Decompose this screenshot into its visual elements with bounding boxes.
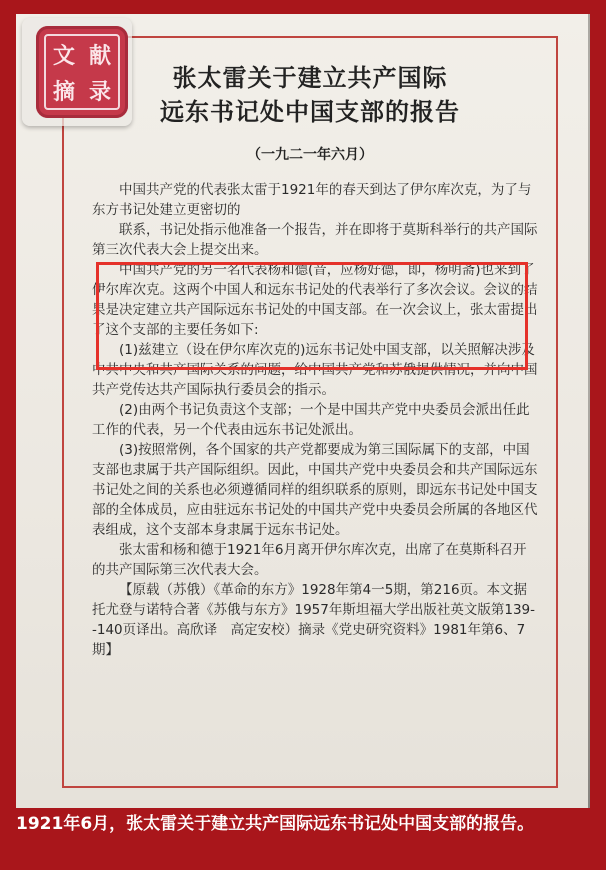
document-title-line-1: 张太雷关于建立共产国际 [172,63,448,92]
highlight-box [96,262,528,370]
paragraph-task-2: (2)由两个书记负责这个支部；一个是中国共产党中央委员会派出任此工作的代表，另一个代表由远东书记处派出。 [92,402,530,438]
paragraph-source: 【原载（苏俄）《革命的东方》1928年第4一5期，第216页。本文据托尤登与诺特合著《苏俄与东方》1957年斯坦福大学出版社英文版第139--140页译出。高欣译 高定安校）摘录《党史研究资料》1981年第6、7期】 [92,582,535,658]
document-title-line-2: 远东书记处中国支部的报告 [160,97,460,126]
paragraph-intro: 中国共产党的代表张太雷于1921年的春天到达了伊尔库次克，为了与东方书记处建立更密切的 [92,182,532,218]
paragraph-liaison: 联系，书记处指示他准备一个报告，并在即将于莫斯科举行的共产国际第三次代表大会上提交出来。 [92,222,538,258]
seal-char-2: 献 [88,42,111,69]
paragraph-highlighted: 中国共产党的另一名代表杨和德(音，应杨好德，即，杨明斋)也来到了伊尔库次克。这两个中国人和远东书记处的代表举行了多次会议。会议的结果是决定建立共产国际远东书记处的中国支部。在一次会议上，张太雷提出了这个支部的主要任务如下: [92,262,538,338]
document-paper [16,14,588,808]
seal-char-4: 录 [88,78,111,105]
document-body [92,180,538,660]
image-caption: 1921年6月，张太雷关于建立共产国际远东书记处中国支部的报告。 [16,814,535,834]
document-date: （一九二一年六月） [247,147,373,163]
seal-char-1: 文 [52,42,75,69]
paragraph-task-3: (3)按照常例，各个国家的共产党都要成为第三国际属下的支部，中国支部也隶属于共产国际组织。因此，中国共产党中央委员会和共产国际远东书记处之间的关系也必须遵循同样的组织联系的原则，即远东书记处中国支部的全体成员，应由驻远东书记处的中国共产党中央委员会所属的各地区代表组成，这个支部本身隶属于远东书记处。 [92,442,538,538]
paragraph-task-1: (1)兹建立（设在伊尔库次克的)远东书记处中国支部，以关照解决涉及中共中央和共产国际关系的问题，给中国共产党和苏俄提供情况，并向中国共产党传达共产国际执行委员会的指示。 [92,342,538,398]
paragraph-departure: 张太雷和杨和德于1921年6月离开伊尔库次克，出席了在莫斯科召开的共产国际第三次代表大会。 [92,542,527,578]
seal-char-3: 摘 [52,78,75,105]
